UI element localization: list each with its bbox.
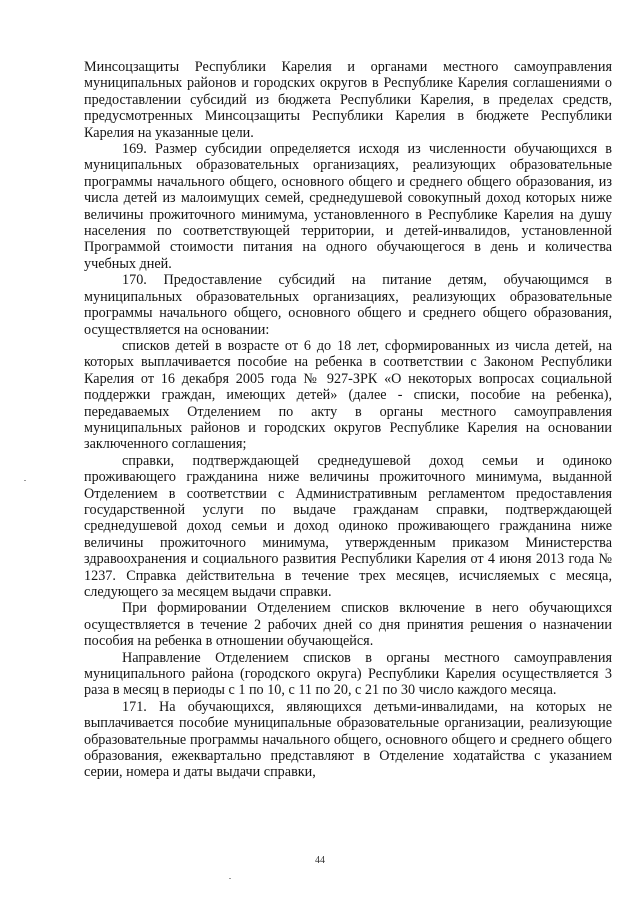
scan-speck bbox=[24, 480, 26, 481]
paragraph-children-lists: списков детей в возрасте от 6 до 18 лет, сформированных из числа детей, на которых выплачивается пособие на ребенка в соответствии с Законом Республики Карелия от 16 декабря 2005 года № 927-ЗРК «О некоторых вопросах социальной поддержки граждан, имеющих детей» (далее - списки, пособие на ребенка), передаваемых Отделением по акту в органы местного самоуправления муниципальных районов и городских округов Республике Карелия на основании заключенного соглашения; bbox=[84, 337, 612, 453]
paragraph-171: 171. На обучающихся, являющихся детьми-инвалидами, на которых не выплачивается пособие муниципальные образовательные организации, реализующие образовательные программы начального общего, основного общего и среднего общего образования, ежеквартально представляют в Отделение ходатайства с указанием серии, номера и даты выдачи справки, bbox=[84, 698, 612, 781]
scan-speck-bottom bbox=[229, 878, 231, 879]
page-number: 44 bbox=[315, 855, 325, 866]
paragraph-169: 169. Размер субсидии определяется исходя из численности обучающихся в муниципальных образовательных организациях, реализующих образовательные программы начального общего, основного общего и среднего общего образования, из числа детей из малоимущих семей, среднедушевой совокупный доход которых ниже величины прожиточного минимума, установленного в Республике Карелия на душу населения по соответствующей территории, и детей-инвалидов, установленной Программой стоимости питания на одного обучающегося в день и количества учебных дней. bbox=[84, 141, 612, 272]
paragraph-list-formation: При формировании Отделением списков включение в него обучающихся осуществляется в течение 2 рабочих дней со дня принятия решения о назначении пособия на ребенка в отношении обучающейся. bbox=[84, 600, 612, 650]
paragraph-170: 170. Предоставление субсидий на питание детям, обучающимся в муниципальных образовательных организациях, реализующих образовательные программы начального общего, основного общего и среднего общего образования, осуществляется на основании: bbox=[84, 272, 612, 338]
document-body bbox=[84, 59, 612, 781]
paragraph-intro: Минсоцзащиты Республики Карелия и органами местного самоуправления муниципальных районов и городских округов в Республике Карелия соглашениями о предоставлении субсидий из бюджета Республики Карелия, в пределах средств, предусмотренных Минсоцзащиты Республики Карелия в бюджете Республики Карелия на указанные цели. bbox=[84, 59, 612, 141]
paragraph-income-certificate: справки, подтверждающей среднедушевой доход семьи и одиноко проживающего гражданина ниже величины прожиточного минимума, выданной Отделением в соответствии с Административным регламентом предоставления государственной услуги по выдаче гражданам справки, подтверждающей среднедушевой доход семьи и доход одиноко проживающего гражданина ниже величины прожиточного минимума, утвержденным приказом Министерства здравоохранения и социального развития Республики Карелия от 4 июня 2013 года № 1237. Справка действительна в течение трех месяцев, исчисляемых с месяца, следующего за месяцем выдачи справки. bbox=[84, 452, 612, 600]
paragraph-list-submission: Направление Отделением списков в органы местного самоуправления муниципального района (городского округа) Республики Карелия осуществляется 3 раза в месяц в периоды с 1 по 10, с 11 по 20, с 21 по 30 число каждого месяца. bbox=[84, 649, 612, 699]
